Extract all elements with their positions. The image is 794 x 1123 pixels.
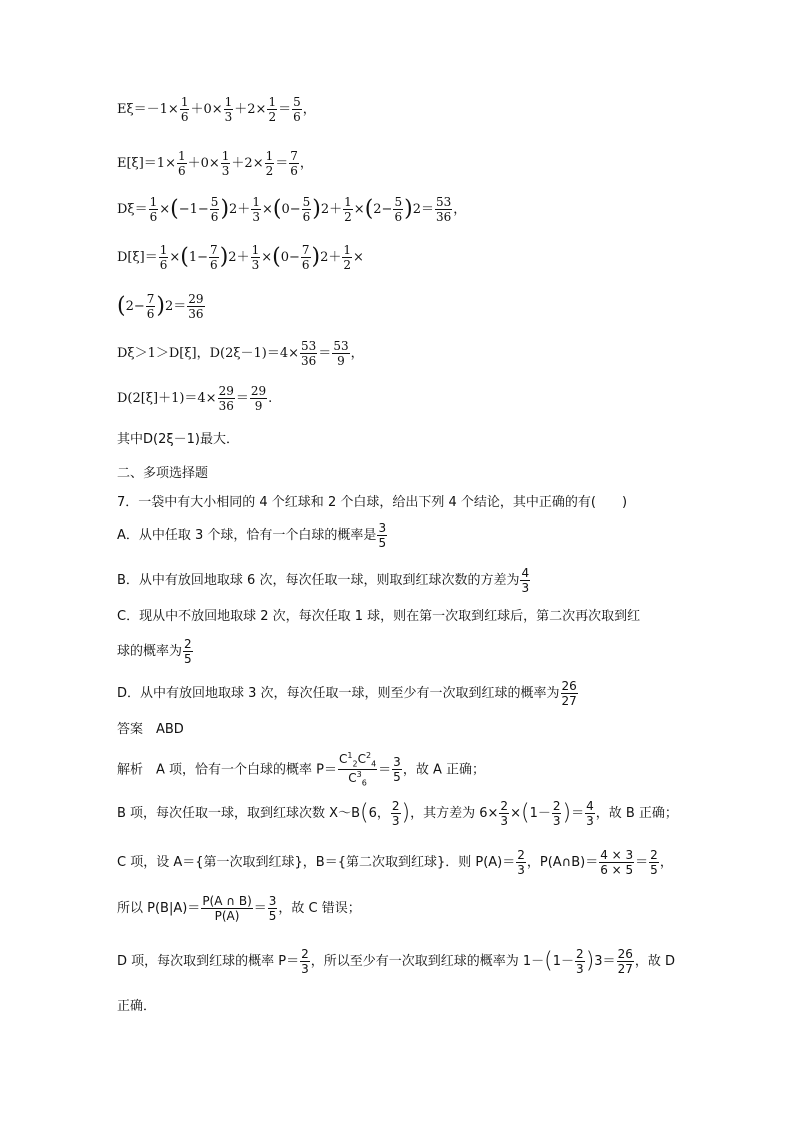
eq-D-abs-xi-cont: (2− $\frac{7}{6}$ )2＝ $\frac{29}{36}$ (117, 292, 204, 321)
eq-D-abs-xi: D[ξ]＝ $\frac{1}{6}$ ×(1− $\frac{7}{6}$ )2＋ $\frac{1}{3}$ ×(0− $\frac{7}{6}$ )2＋ $\frac{1}{2}$ × (117, 243, 364, 272)
eq-D-xi: Dξ＝ $\frac{1}{6}$ ×(−1− $\frac{5}{6}$ )2＋ $\frac{1}{3}$ ×(0− $\frac{5}{6}$ )2＋ $\frac{1}{2}$ ×(2− $\frac{5}{6}$ )2＝ $\frac{53}{36}$ ， (117, 195, 467, 224)
eq-compare: Dξ＞1＞D[ξ]，D(2ξ－1)＝4× $\frac{53}{36}$ ＝ $\frac{53}{9}$ ， (117, 339, 364, 368)
solution-d-end: 正确． (117, 999, 157, 1014)
conclusion: 其中D(2ξ－1)最大． (117, 432, 239, 447)
question-7: 7．一袋中有大小相同的 4 个红球和 2 个白球，给出下列 4 个结论，其中正确的有( ) (117, 495, 628, 510)
option-a: A．从中任取 3 个球，恰有一个白球的概率是 $\frac{3}{5}$ (117, 521, 387, 550)
eq-E-xi: Eξ＝－1× $\frac{1}{6}$ ＋0× $\frac{1}{3}$ ＋2× $\frac{1}{2}$ ＝ $\frac{5}{6}$ ， (117, 95, 316, 124)
option-c-line2: 球的概率为 $\frac{2}{5}$ (117, 637, 192, 666)
solution-c-cont: 所以 P(B|A)＝ $\frac{P(A \cap B)}{P(A)}$ ＝ $\frac{3}{5}$ ，故 C 错误； (117, 894, 361, 923)
solution-b: B 项，每次任取一球，取到红球次数 X～B(6， $\frac{2}{3}$ )，其方差为 6× $\frac{2}{3}$ ×(1－ $\frac{2}{3}$ )＝ $\frac{4}{3}$ ，故 B 正确； (117, 799, 678, 828)
section-heading: 二、多项选择题 (117, 466, 209, 481)
solution-d: D 项，每次取到红球的概率 P＝ $\frac{2}{3}$ ，所以至少有一次取到红球的概率为 1－(1－ $\frac{2}{3}$ )3＝ $\frac{26}{27}$ ，故 D (117, 947, 675, 976)
solution-c: C 项，设 A＝{第一次取到红球}，B＝{第二次取到红球}．则 P(A)＝ $\frac{2}{3}$ ，P(A∩B)＝ $\frac{4 \times 3}{6 \times 5}$ ＝ $\frac{2}{5}$ ， (117, 848, 673, 877)
option-b: B．从中有放回地取球 6 次，每次任取一球，则取到红球次数的方差为 $\frac{4}{3}$ (117, 566, 530, 595)
eq-D-2abs: D(2[ξ]＋1)＝4× $\frac{29}{36}$ ＝ $\frac{29}{9}$ . (117, 384, 273, 413)
solution-a: 解析 A 项，恰有一个白球的概率 P＝ $\frac{C^1_2C^2_4}{C^3_6}$ ＝ $\frac{3}{5}$ ，故 A 正确； (117, 751, 485, 788)
eq-E-abs-xi: E[ξ]＝1× $\frac{1}{6}$ ＋0× $\frac{1}{3}$ ＋2× $\frac{1}{2}$ ＝ $\frac{7}{6}$ ， (117, 149, 313, 178)
option-c-line1: C．现从中不放回地取球 2 次，每次任取 1 球，则在第一次取到红球后，第二次再次取到红 (117, 609, 641, 624)
answer: 答案 ABD (117, 722, 184, 737)
option-d: D．从中有放回地取球 3 次，每次任取一球，则至少有一次取到红球的概率为 $\frac{26}{27}$ (117, 679, 577, 708)
